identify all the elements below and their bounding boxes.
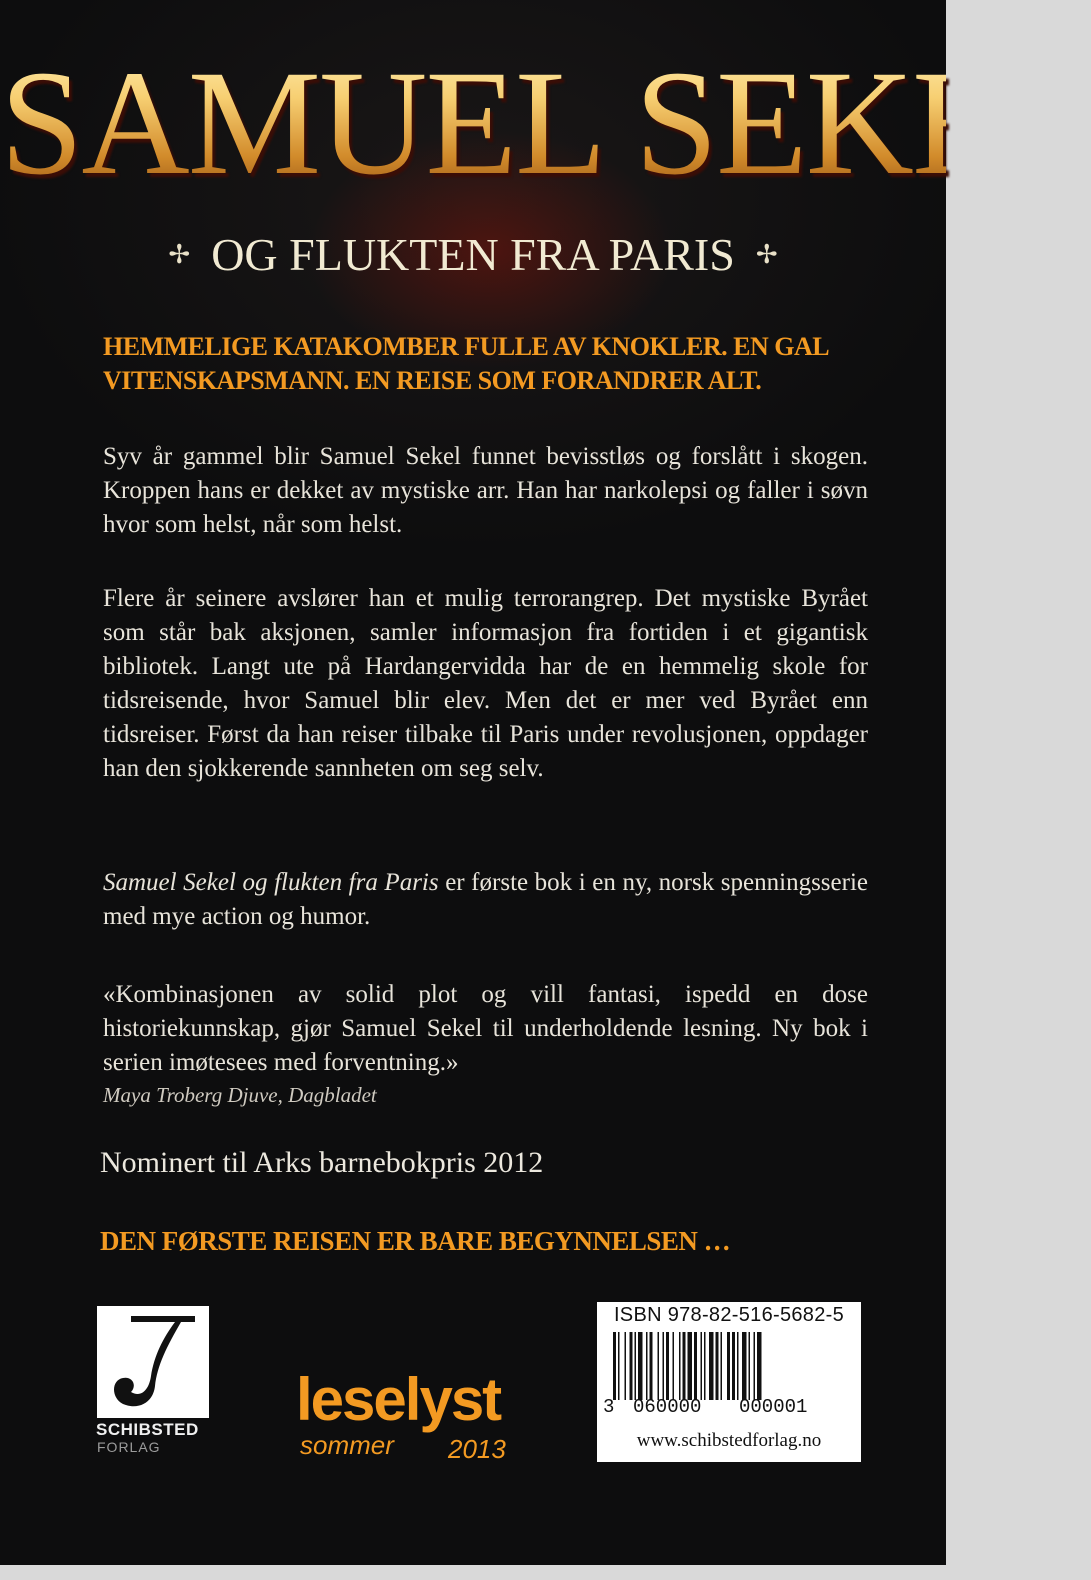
- nomination-text: Nominert til Arks barnebokpris 2012: [100, 1146, 544, 1179]
- blurb-paragraph-2: Flere år seinere avslører han et mulig terrorangrep. Det mystiske Byrået som står bak aksjonen, samler informasjon fra fortiden i et gigantisk bibliotek. Langt ute på Hardangervidda har de en hemmelig skole for tidsreisende, hvor Samuel blir elev. Men det er mer ved Byrået enn tidsreiser. Først da han reiser tilbake til Paris under revolusjonen, oppdager han den sjokkerende sannheten om seg selv.: [103, 585, 868, 782]
- leselyst-season: sommer: [300, 1430, 394, 1460]
- tagline: HEMMELIGE KATAKOMBER FULLE AV KNOKLER. EN GAL VITENSKAPSMANN. EN REISE SOM FORANDRER ALT.: [103, 332, 828, 395]
- right-ornament-icon: ✢: [755, 239, 778, 270]
- publisher-sub: FORLAG: [97, 1439, 161, 1455]
- blurb-paragraph-1: Syv år gammel blir Samuel Sekel funnet bevisstløs og forslått i skogen. Kroppen hans er dekket av mystiske arr. Han har narkolepsi og faller i søvn hvor som helst, når som helst.: [103, 443, 868, 538]
- schibsted-logo: [97, 1306, 209, 1418]
- barcode-digit-lead: 3: [603, 1396, 615, 1418]
- series-text: er første bok i en ny, norsk spenningsserie med mye action og humor.: [103, 869, 868, 930]
- leselyst-year: 2013: [448, 1434, 506, 1464]
- barcode-label: [597, 1302, 861, 1462]
- isbn-text: ISBN 978-82-516-5682-5: [613, 1304, 845, 1326]
- closing-line: DEN FØRSTE REISEN ER BARE BEGYNNELSEN …: [100, 1226, 731, 1256]
- barcode-digits-right: 000001: [739, 1396, 808, 1418]
- series-title: Samuel Sekel og flukten fra Paris: [103, 869, 439, 896]
- barcode-digits-left: 060000: [633, 1396, 702, 1418]
- book-subtitle: OG FLUKTEN FRA PARIS: [211, 229, 735, 280]
- series-paragraph: [103, 866, 868, 934]
- publisher-name: SCHIBSTED: [96, 1420, 199, 1439]
- publisher-url: www.schibstedforlag.no: [636, 1430, 822, 1451]
- subtitle-row: [0, 228, 946, 281]
- book-title: SAMUEL SEKEL: [0, 40, 1091, 206]
- quote-source: Maya Troberg Djuve, Dagbladet: [103, 1083, 377, 1107]
- barcode-bars-icon: [609, 1332, 849, 1400]
- leselyst-logo-word: leselyst: [296, 1366, 501, 1433]
- left-ornament-icon: ✢: [168, 239, 191, 270]
- review-quote: «Kombinasjonen av solid plot og vill fantasi, ispedd en dose historiekunnskap, gjør Samuel Sekel til underholdende lesning. Ny bok i serien imøtesees med forventning.»: [103, 981, 868, 1076]
- schibsted-s-icon: [97, 1306, 209, 1418]
